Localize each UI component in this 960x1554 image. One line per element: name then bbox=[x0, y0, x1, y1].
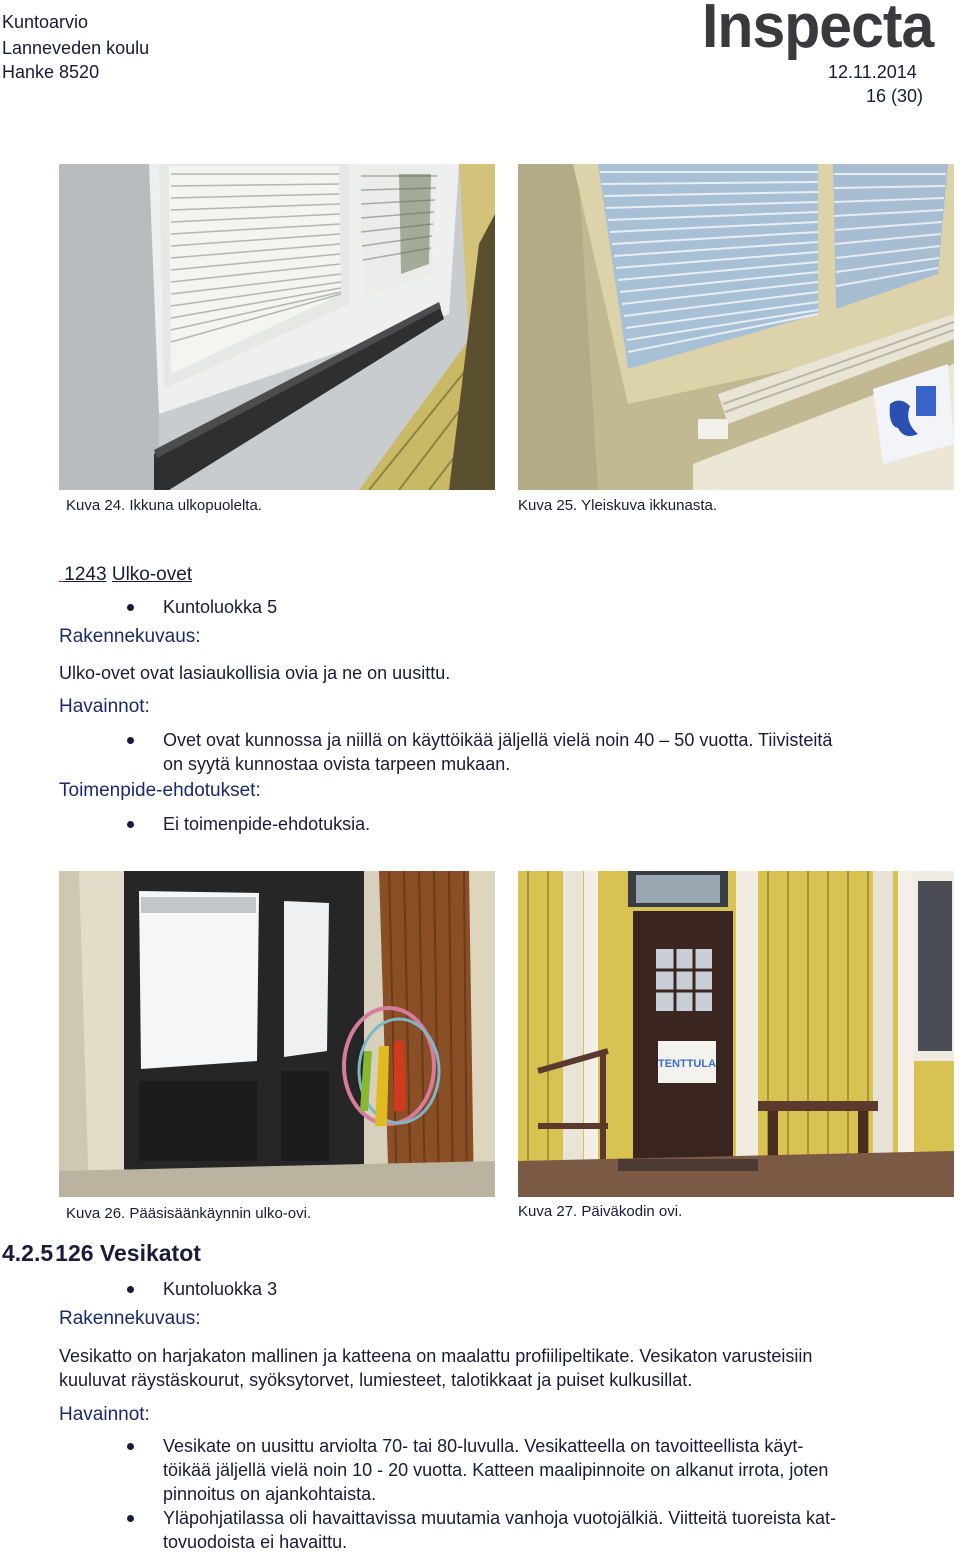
observation-line: Vesikate on uusittu arviolta 70- tai 80-luvulla. Vesikatteella on tavoitteellista käyt- bbox=[163, 1436, 804, 1456]
report-title: Kuntoarvio bbox=[2, 12, 89, 32]
bullet bbox=[127, 1443, 134, 1450]
report-date: 12.11.2014 bbox=[828, 62, 917, 82]
actions-label: Toimenpide-ehdotukset: bbox=[59, 780, 261, 801]
photo-kindergarten-door bbox=[518, 871, 954, 1197]
photo-26-caption: Kuva 26. Pääsisäänkäynnin ulko-ovi. bbox=[66, 1205, 312, 1222]
photo-27-caption: Kuva 27. Päiväkodin ovi. bbox=[518, 1203, 683, 1220]
observation-line: on syytä kunnostaa ovista tarpeen mukaan. bbox=[163, 754, 511, 774]
observation-line: pinnoitus on ajankohtaista. bbox=[163, 1484, 377, 1504]
structure-description-label: Rakennekuvaus: bbox=[59, 1308, 201, 1329]
observations-label: Havainnot: bbox=[59, 696, 150, 717]
project-number: Hanke 8520 bbox=[2, 62, 100, 82]
bullet bbox=[127, 604, 134, 611]
observation-line: Ovet ovat kunnossa ja niillä on käyttöikää jäljellä vielä noin 40 – 50 vuotta. Tiivisteitä bbox=[163, 730, 833, 750]
structure-description-label: Rakennekuvaus: bbox=[59, 626, 201, 647]
action-item: Ei toimenpide-ehdotuksia. bbox=[163, 814, 371, 834]
site-name: Lanneveden koulu bbox=[2, 38, 150, 58]
section-425-title: 126 Vesikatot bbox=[55, 1240, 201, 1266]
section-1243-number: 1243 bbox=[64, 564, 107, 585]
structure-description-line: Vesikatto on harjakaton mallinen ja katteena on maalattu profiilipeltikate. Vesikaton varusteisiin bbox=[59, 1346, 813, 1366]
bullet bbox=[127, 737, 134, 744]
section-heading-1243 bbox=[59, 564, 192, 586]
photo-window-interior bbox=[518, 164, 954, 490]
page-number: 16 (30) bbox=[866, 86, 924, 106]
section-heading-425 bbox=[2, 1240, 201, 1267]
photo-window-exterior bbox=[59, 164, 495, 490]
photo-main-entrance-door bbox=[59, 871, 495, 1197]
bullet bbox=[127, 1515, 134, 1522]
observation-line: tovuodoista ei havaittu. bbox=[163, 1532, 348, 1552]
observation-line: Yläpohjatilassa oli havaittavissa muutamia vanhoja vuotojälkiä. Viitteitä tuoreista kat- bbox=[163, 1508, 837, 1528]
observation-line: töikää jäljellä vielä noin 10 - 20 vuotta. Katteen maalipinnoite on alkanut irrota, joten bbox=[163, 1460, 829, 1480]
bullet bbox=[127, 821, 134, 828]
section-425-number: 4.2.5 bbox=[2, 1240, 54, 1266]
observations-label: Havainnot: bbox=[59, 1404, 150, 1425]
inspecta-logo: Inspecta bbox=[702, 0, 934, 61]
photo-24-caption: Kuva 24. Ikkuna ulkopuolelta. bbox=[66, 497, 262, 514]
bullet bbox=[127, 1286, 134, 1293]
door-sign-text: TENTTULA bbox=[657, 1058, 717, 1070]
photo-25-caption: Kuva 25. Yleiskuva ikkunasta. bbox=[518, 497, 718, 514]
section-1243-title: Ulko-ovet bbox=[111, 564, 193, 585]
condition-class-1243: Kuntoluokka 5 bbox=[163, 597, 278, 617]
structure-description-line: kuuluvat räystäskourut, syöksytorvet, lumiesteet, talotikkaat ja puiset kulkusillat. bbox=[59, 1370, 693, 1390]
structure-description-text: Ulko-ovet ovat lasiaukollisia ovia ja ne on uusittu. bbox=[59, 663, 451, 683]
condition-class-425: Kuntoluokka 3 bbox=[163, 1279, 278, 1299]
